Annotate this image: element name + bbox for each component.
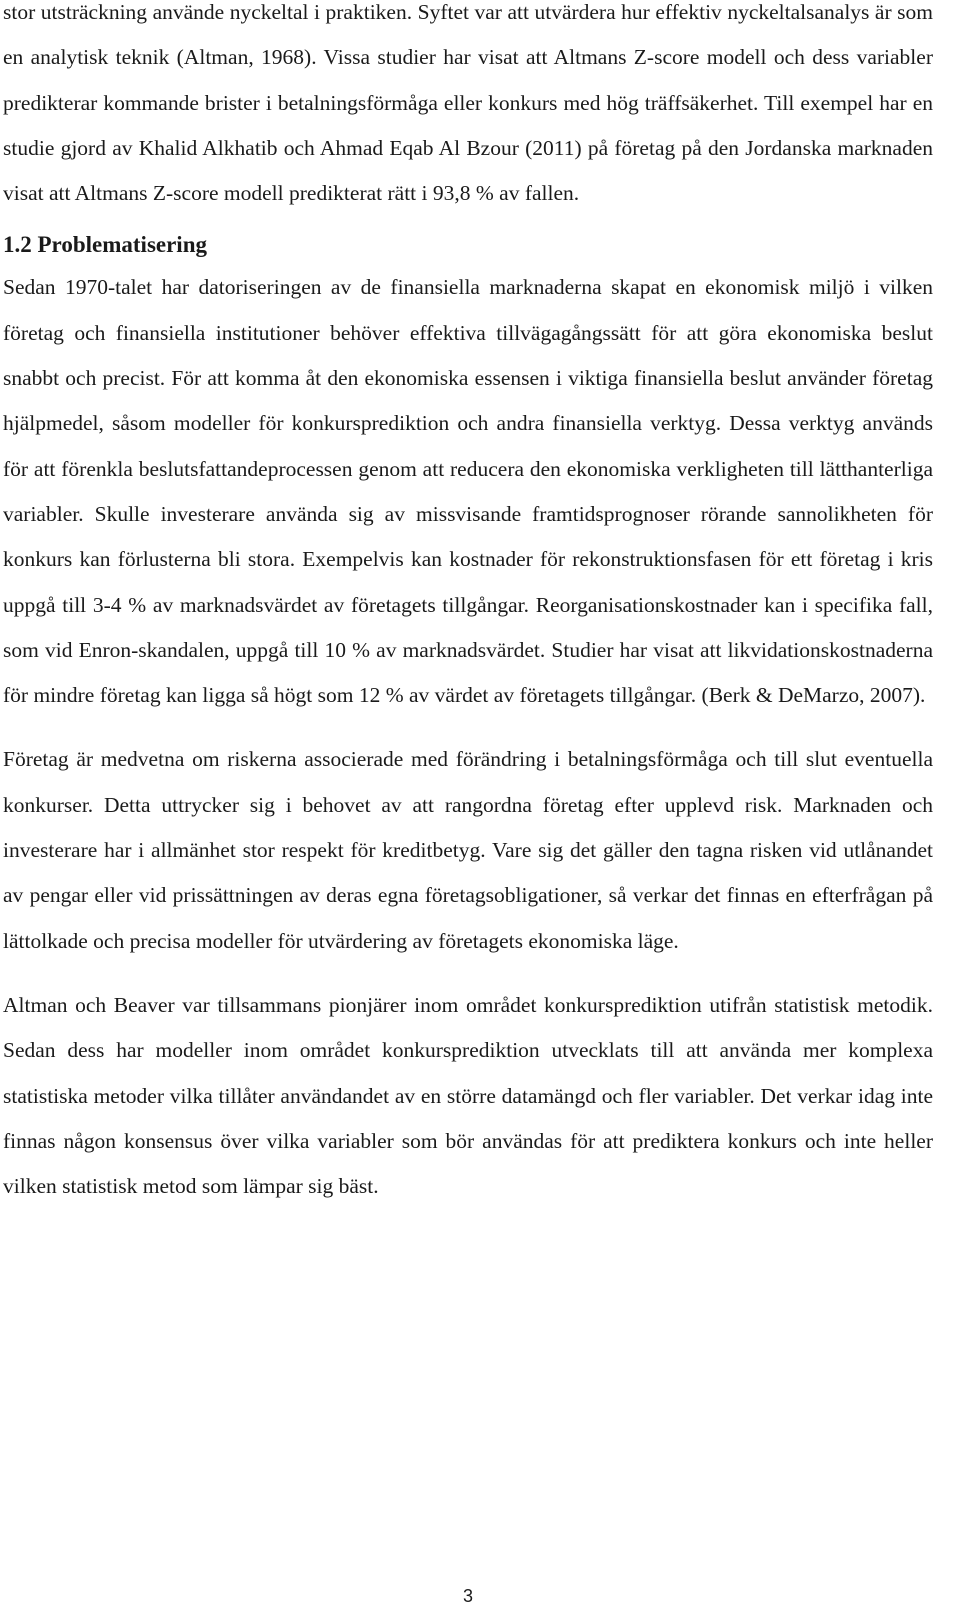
paragraph-spacer xyxy=(3,718,933,737)
paragraph-spacer xyxy=(3,964,933,983)
paragraph-problem-1: Sedan 1970-talet har datoriseringen av de finansiella marknaderna skapat en ekonomisk miljö i vilken företag och finansiella institutioner behöver effektiva tillvägagångssätt för att göra ekonomiska beslut snabbt och precist. För att komma åt den ekonomiska essensen i viktiga finansiella beslut använder företag hjälpmedel, såsom modeller för konkursprediktion och andra finansiella verktyg. Dessa verktyg används för att förenkla beslutsfattandeprocessen genom att reducera den ekonomiska verkligheten till lätthanterliga variabler. Skulle investerare använda sig av missvisande framtidsprognoser rörande sannolikheten för konkurs kan förlusterna bli stora. Exempelvis kan kostnader för rekonstruktionsfasen för ett företag i kris uppgå till 3-4 % av marknadsvärdet av företagets tillgångar. Reorganisationskostnader kan i specifika fall, som vid Enron-skandalen, uppgå till 10 % av marknadsvärdet. Studier har visat att likvidationskostnaderna för mindre företag kan ligga så högt som 12 % av värdet av företagets tillgångar. (Berk & DeMarzo, 2007). xyxy=(3,275,933,708)
section-heading: 1.2 Problematisering xyxy=(3,232,207,258)
paragraph-problem-2: Företag är medvetna om riskerna associerade med förändring i betalningsförmåga och till slut eventuella konkurser. Detta uttrycker sig i behovet av att rangordna företag efter upplevd risk. Marknaden och investerare har i allmänhet stor respekt för kreditbetyg. Vare sig det gäller den tagna risken vid utlånandet av pengar eller vid prissättningen av deras egna företagsobligationer, så verkar det finnas en efterfrågan på lättolkade och precisa modeller för utvärdering av företagets ekonomiska läge. xyxy=(3,747,933,953)
document-page xyxy=(3,0,933,1209)
paragraph-problem-3: Altman och Beaver var tillsammans pionjärer inom området konkursprediktion utifrån statistisk metodik. Sedan dess har modeller inom området konkursprediktion utvecklats till att använda mer komplexa statistiska metoder vilka tillåter användandet av en större datamängd och fler variabler. Det verkar idag inte finnas någon konsensus över vilka variabler som bör användas för att prediktera konkurs och inte heller vilken statistisk metod som lämpar sig bäst. xyxy=(3,992,933,1199)
page-number: 3 xyxy=(462,1586,473,1606)
paragraph-intro: stor utsträckning använde nyckeltal i praktiken. Syftet var att utvärdera hur effektiv nyckeltalsanalys är som en analytisk teknik (Altman, 1968). Vissa studier har visat att Altmans Z-score modell och dess variabler predikterar kommande brister i betalningsförmåga eller konkurs med hög träffsäkerhet. Till exempel har en studie gjord av Khalid Alkhatib och Ahmad Eqab Al Bzour (2011) på företag på den Jordanska marknaden visat att Altmans Z-score modell predikterat rätt i 93,8 % av fallen. xyxy=(3,0,933,206)
